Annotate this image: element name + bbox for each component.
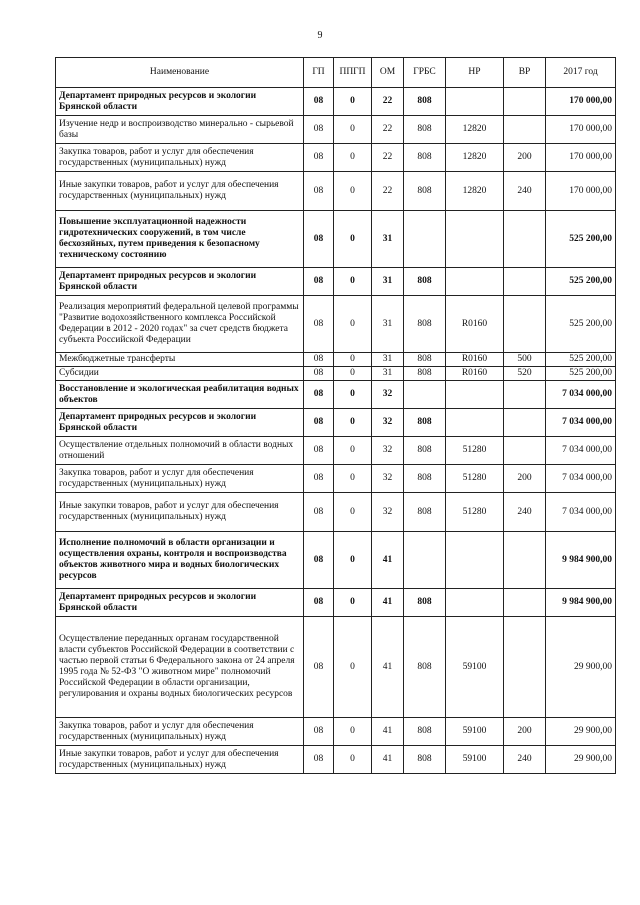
table-row xyxy=(56,211,616,268)
cell-amount: 7 034 000,00 xyxy=(546,465,616,493)
table-row xyxy=(56,437,616,465)
cell-name: Субсидии xyxy=(56,367,304,381)
cell-vr: 500 xyxy=(504,353,546,367)
cell-ppgp: 0 xyxy=(334,296,372,353)
cell-gp: 08 xyxy=(304,296,334,353)
cell-gp: 08 xyxy=(304,746,334,774)
column-header-ppgp: ППГП xyxy=(334,58,372,88)
cell-om: 41 xyxy=(372,718,404,746)
cell-amount: 9 984 900,00 xyxy=(546,532,616,589)
cell-grbs: 808 xyxy=(404,268,446,296)
cell-name: Реализация мероприятий федеральной целевой программы "Развитие водохозяйственного комплекса Российской Федерации в 2012 - 2020 годах" за счет средств бюджета субъекта Российской Федерации xyxy=(56,296,304,353)
cell-amount: 9 984 900,00 xyxy=(546,589,616,617)
cell-om: 22 xyxy=(372,116,404,144)
cell-grbs: 808 xyxy=(404,88,446,116)
cell-amount: 29 900,00 xyxy=(546,718,616,746)
cell-name: Повышение эксплуатационной надежности гидротехнических сооружений, в том числе бесхозяйных, путем приведения к безопасному техническому состоянию xyxy=(56,211,304,268)
cell-ppgp: 0 xyxy=(334,718,372,746)
cell-ppgp: 0 xyxy=(334,353,372,367)
cell-grbs: 808 xyxy=(404,296,446,353)
cell-name: Закупка товаров, работ и услуг для обеспечения государственных (муниципальных) нужд xyxy=(56,144,304,172)
column-header-om: ОМ xyxy=(372,58,404,88)
cell-om: 41 xyxy=(372,617,404,718)
table-row xyxy=(56,617,616,718)
cell-grbs xyxy=(404,532,446,589)
cell-gp: 08 xyxy=(304,211,334,268)
cell-om: 32 xyxy=(372,465,404,493)
cell-vr: 240 xyxy=(504,746,546,774)
cell-name: Восстановление и экологическая реабилитация водных объектов xyxy=(56,381,304,409)
cell-ppgp: 0 xyxy=(334,465,372,493)
cell-name: Иные закупки товаров, работ и услуг для обеспечения государственных (муниципальных) нужд xyxy=(56,172,304,211)
cell-vr xyxy=(504,617,546,718)
cell-amount: 170 000,00 xyxy=(546,116,616,144)
page-number: 9 xyxy=(317,30,323,41)
cell-om: 32 xyxy=(372,437,404,465)
table-row xyxy=(56,144,616,172)
cell-ppgp: 0 xyxy=(334,437,372,465)
cell-gp: 08 xyxy=(304,409,334,437)
cell-om: 41 xyxy=(372,532,404,589)
cell-grbs: 808 xyxy=(404,437,446,465)
cell-grbs xyxy=(404,381,446,409)
cell-ppgp: 0 xyxy=(334,493,372,532)
cell-gp: 08 xyxy=(304,88,334,116)
cell-nr xyxy=(446,88,504,116)
cell-nr: R0160 xyxy=(446,367,504,381)
column-header-vr: ВР xyxy=(504,58,546,88)
cell-om: 31 xyxy=(372,367,404,381)
cell-ppgp: 0 xyxy=(334,211,372,268)
table-header-row xyxy=(56,58,616,88)
table-row xyxy=(56,589,616,617)
cell-amount: 525 200,00 xyxy=(546,268,616,296)
table-row xyxy=(56,172,616,211)
cell-ppgp: 0 xyxy=(334,381,372,409)
cell-amount: 170 000,00 xyxy=(546,88,616,116)
cell-vr xyxy=(504,116,546,144)
cell-nr: 12820 xyxy=(446,144,504,172)
cell-vr xyxy=(504,88,546,116)
cell-nr: 59100 xyxy=(446,617,504,718)
cell-om: 31 xyxy=(372,353,404,367)
cell-ppgp: 0 xyxy=(334,617,372,718)
cell-ppgp: 0 xyxy=(334,172,372,211)
table-row xyxy=(56,88,616,116)
cell-vr: 200 xyxy=(504,718,546,746)
table-row xyxy=(56,532,616,589)
cell-ppgp: 0 xyxy=(334,88,372,116)
cell-name: Департамент природных ресурсов и экологии Брянской области xyxy=(56,409,304,437)
table-row xyxy=(56,353,616,367)
cell-nr: 12820 xyxy=(446,172,504,211)
table-row xyxy=(56,116,616,144)
cell-name: Осуществление переданных органам государственной власти субъектов Российской Федерации в соответствии с частью первой статьи 6 Федерального закона от 24 апреля 1995 года № 52-ФЗ "О животном мире" полномочий Российской Федерации в области организации, регулирования и охраны водных биологических ресурсов xyxy=(56,617,304,718)
cell-gp: 08 xyxy=(304,437,334,465)
cell-name: Иные закупки товаров, работ и услуг для обеспечения государственных (муниципальных) нужд xyxy=(56,746,304,774)
cell-gp: 08 xyxy=(304,493,334,532)
cell-ppgp: 0 xyxy=(334,532,372,589)
cell-name: Департамент природных ресурсов и экологии Брянской области xyxy=(56,589,304,617)
cell-grbs: 808 xyxy=(404,144,446,172)
cell-grbs: 808 xyxy=(404,465,446,493)
cell-om: 41 xyxy=(372,746,404,774)
cell-vr: 200 xyxy=(504,144,546,172)
cell-name: Иные закупки товаров, работ и услуг для обеспечения государственных (муниципальных) нужд xyxy=(56,493,304,532)
column-header-grbs: ГРБС xyxy=(404,58,446,88)
cell-gp: 08 xyxy=(304,465,334,493)
cell-ppgp: 0 xyxy=(334,589,372,617)
cell-name: Межбюджетные трансферты xyxy=(56,353,304,367)
cell-amount: 525 200,00 xyxy=(546,211,616,268)
cell-nr xyxy=(446,381,504,409)
table-row xyxy=(56,381,616,409)
cell-om: 31 xyxy=(372,268,404,296)
cell-ppgp: 0 xyxy=(334,409,372,437)
cell-grbs: 808 xyxy=(404,367,446,381)
cell-vr: 240 xyxy=(504,493,546,532)
column-header-gp: ГП xyxy=(304,58,334,88)
cell-amount: 7 034 000,00 xyxy=(546,381,616,409)
cell-gp: 08 xyxy=(304,367,334,381)
table-row xyxy=(56,746,616,774)
cell-om: 31 xyxy=(372,211,404,268)
cell-om: 32 xyxy=(372,493,404,532)
column-header-nr: НР xyxy=(446,58,504,88)
cell-om: 22 xyxy=(372,144,404,172)
cell-om: 32 xyxy=(372,381,404,409)
cell-nr xyxy=(446,589,504,617)
cell-vr: 240 xyxy=(504,172,546,211)
cell-grbs: 808 xyxy=(404,746,446,774)
cell-gp: 08 xyxy=(304,381,334,409)
cell-name: Закупка товаров, работ и услуг для обеспечения государственных (муниципальных) нужд xyxy=(56,718,304,746)
table-row xyxy=(56,296,616,353)
cell-amount: 525 200,00 xyxy=(546,353,616,367)
cell-vr xyxy=(504,268,546,296)
cell-gp: 08 xyxy=(304,116,334,144)
cell-amount: 29 900,00 xyxy=(546,617,616,718)
cell-amount: 525 200,00 xyxy=(546,296,616,353)
cell-nr xyxy=(446,409,504,437)
budget-table xyxy=(55,57,616,774)
cell-gp: 08 xyxy=(304,617,334,718)
cell-om: 22 xyxy=(372,88,404,116)
cell-nr: 51280 xyxy=(446,437,504,465)
cell-amount: 170 000,00 xyxy=(546,172,616,211)
column-header-year: 2017 год xyxy=(546,58,616,88)
cell-vr xyxy=(504,589,546,617)
cell-amount: 7 034 000,00 xyxy=(546,437,616,465)
cell-gp: 08 xyxy=(304,589,334,617)
cell-name: Закупка товаров, работ и услуг для обеспечения государственных (муниципальных) нужд xyxy=(56,465,304,493)
cell-ppgp: 0 xyxy=(334,268,372,296)
cell-name: Исполнение полномочий в области организации и осуществления охраны, контроля и воспроизводства объектов животного мира и водных биологических ресурсов xyxy=(56,532,304,589)
cell-grbs: 808 xyxy=(404,718,446,746)
cell-vr xyxy=(504,532,546,589)
cell-grbs xyxy=(404,211,446,268)
cell-vr xyxy=(504,211,546,268)
cell-amount: 170 000,00 xyxy=(546,144,616,172)
cell-grbs: 808 xyxy=(404,172,446,211)
cell-grbs: 808 xyxy=(404,116,446,144)
table-row xyxy=(56,409,616,437)
cell-amount: 29 900,00 xyxy=(546,746,616,774)
table-row xyxy=(56,367,616,381)
cell-nr: 59100 xyxy=(446,718,504,746)
cell-grbs: 808 xyxy=(404,493,446,532)
cell-grbs: 808 xyxy=(404,617,446,718)
cell-vr: 520 xyxy=(504,367,546,381)
cell-vr xyxy=(504,381,546,409)
cell-nr: R0160 xyxy=(446,353,504,367)
cell-nr xyxy=(446,268,504,296)
cell-name: Департамент природных ресурсов и экологии Брянской области xyxy=(56,88,304,116)
cell-nr: 51280 xyxy=(446,493,504,532)
cell-nr: 12820 xyxy=(446,116,504,144)
cell-gp: 08 xyxy=(304,172,334,211)
cell-ppgp: 0 xyxy=(334,116,372,144)
cell-om: 32 xyxy=(372,409,404,437)
cell-name: Осуществление отдельных полномочий в области водных отношений xyxy=(56,437,304,465)
cell-vr xyxy=(504,437,546,465)
cell-om: 41 xyxy=(372,589,404,617)
cell-vr: 200 xyxy=(504,465,546,493)
cell-om: 31 xyxy=(372,296,404,353)
cell-nr xyxy=(446,532,504,589)
column-header-name: Наименование xyxy=(56,58,304,88)
cell-ppgp: 0 xyxy=(334,746,372,774)
table-row xyxy=(56,465,616,493)
cell-vr xyxy=(504,296,546,353)
cell-amount: 7 034 000,00 xyxy=(546,493,616,532)
table-row xyxy=(56,493,616,532)
table-row xyxy=(56,718,616,746)
cell-nr: 51280 xyxy=(446,465,504,493)
cell-nr: R0160 xyxy=(446,296,504,353)
cell-gp: 08 xyxy=(304,268,334,296)
cell-ppgp: 0 xyxy=(334,144,372,172)
cell-gp: 08 xyxy=(304,532,334,589)
cell-nr: 59100 xyxy=(446,746,504,774)
cell-grbs: 808 xyxy=(404,589,446,617)
cell-vr xyxy=(504,409,546,437)
cell-gp: 08 xyxy=(304,353,334,367)
cell-amount: 7 034 000,00 xyxy=(546,409,616,437)
cell-grbs: 808 xyxy=(404,353,446,367)
cell-ppgp: 0 xyxy=(334,367,372,381)
cell-name: Изучение недр и воспроизводство минерально - сырьевой базы xyxy=(56,116,304,144)
cell-grbs: 808 xyxy=(404,409,446,437)
cell-gp: 08 xyxy=(304,144,334,172)
cell-gp: 08 xyxy=(304,718,334,746)
cell-nr xyxy=(446,211,504,268)
cell-name: Департамент природных ресурсов и экологии Брянской области xyxy=(56,268,304,296)
table-row xyxy=(56,268,616,296)
cell-om: 22 xyxy=(372,172,404,211)
cell-amount: 525 200,00 xyxy=(546,367,616,381)
